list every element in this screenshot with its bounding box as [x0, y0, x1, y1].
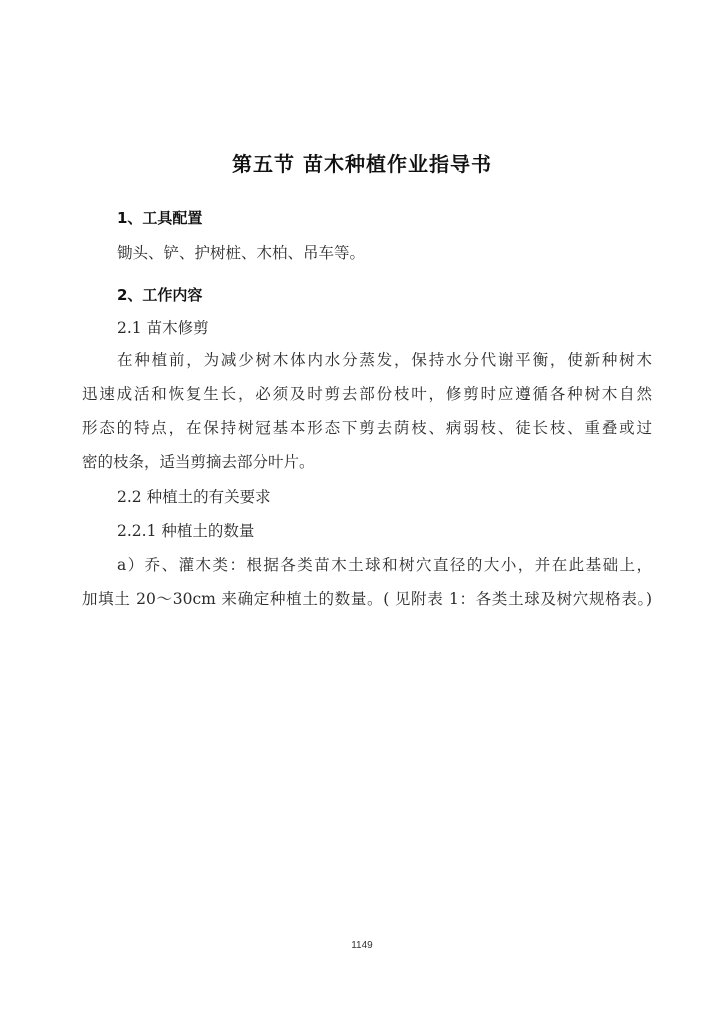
section-1-heading: 1、工具配置	[117, 209, 203, 227]
page-number: 1149	[351, 940, 373, 951]
paragraph-line: 形态的特点，在保持树冠基本形态下剪去荫枝、病弱枝、徒长枝、重叠或过	[82, 419, 652, 437]
section-2-heading: 2、工作内容	[117, 286, 203, 304]
paragraph-line: 加填土 20～30cm 来确定种植土的数量。( 见附表 1：各类土球及树穴规格表。)	[82, 590, 652, 608]
page-title: 第五节 苗木种植作业指导书	[232, 152, 492, 176]
paragraph-line: 密的枝条，适当剪摘去部分叶片。	[82, 453, 315, 471]
section-1-text: 锄头、铲、护树桩、木柏、吊车等。	[117, 244, 366, 262]
section-2-1-heading: 2.1 苗木修剪	[117, 319, 209, 337]
paragraph-line: a）乔、灌木类：根据各类苗木土球和树穴直径的大小，并在此基础上，	[117, 556, 652, 574]
paragraph-line: 在种植前，为减少树木体内水分蒸发，保持水分代谢平衡，使新种树木	[117, 351, 652, 369]
section-2-2-heading: 2.2 种植土的有关要求	[117, 488, 271, 506]
section-2-2-1-heading: 2.2.1 种植土的数量	[117, 522, 255, 540]
paragraph-line: 迅速成活和恢复生长，必须及时剪去部份枝叶，修剪时应遵循各种树木自然	[82, 385, 652, 403]
